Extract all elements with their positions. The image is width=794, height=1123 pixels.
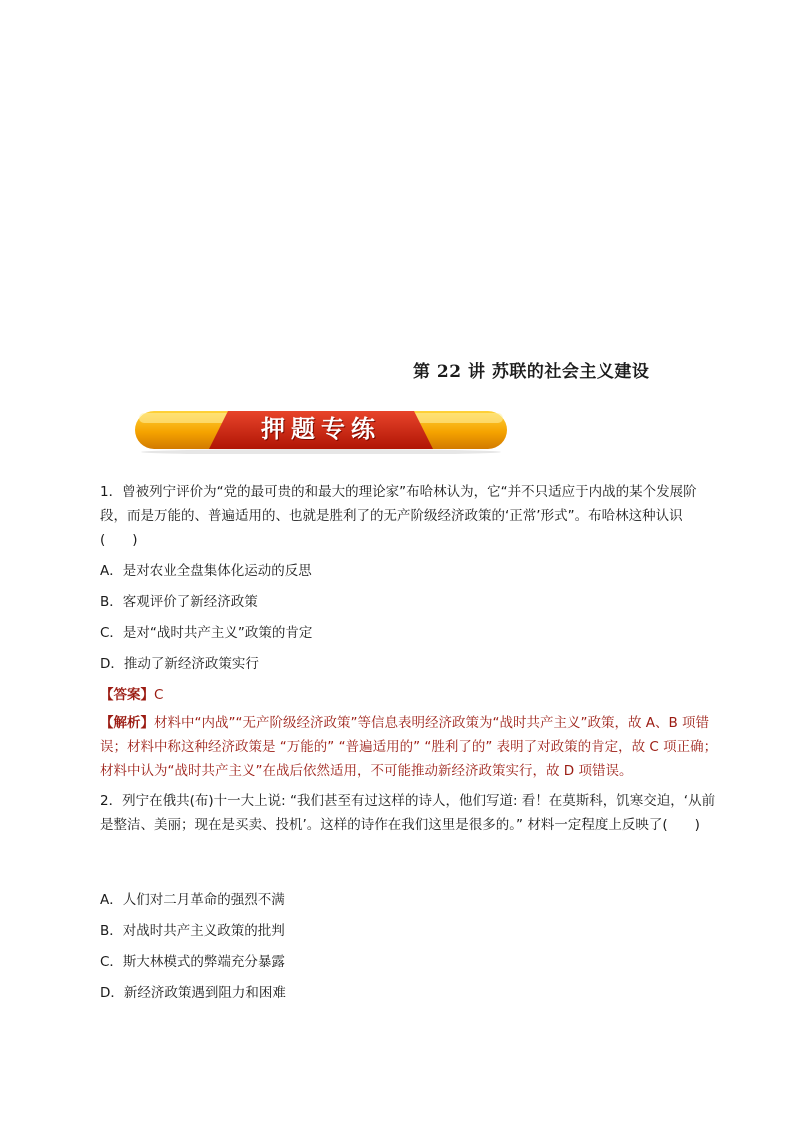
question-1-stem: 1．曾被列宁评价为“党的最可贵的和最大的理论家”布哈林认为，它“并不只适应于内战的某个发展阶段，而是万能的、普遍适用的、也就是胜利了的无产阶级经济政策的‘正常’形式”。布哈林这种认识( ) — [100, 484, 697, 548]
analysis-text: 材料中“内战”“无产阶级经济政策”等信息表明经济政策为“战时共产主义”政策，故 A、B 项错误；材料中称这种经济政策是 “万能的” “普遍适用的” “胜利了的” 表明了对政策的肯定，故 C 项正确；材料中认为“战时共产主义”在战后依然适用，不可能推动新经济政策实行，故 D 项错误。 — [100, 715, 718, 779]
question-1-answer — [100, 683, 720, 707]
question-2-option-b: B．对战时共产主义政策的批判 — [100, 923, 285, 939]
question-2-option-d: D．新经济政策遇到阻力和困难 — [100, 985, 286, 1001]
question-2-stem: 2．列宁在俄共(布)十一大上说: “我们甚至有过这样的诗人，他们写道: 看！在莫斯科，饥寒交迫，‘从前是整洁、美丽；现在是买卖、投机’。这样的诗作在我们这里是很多的。” 材料一定程度上反映了( ) — [100, 793, 716, 833]
page-title: 第 22 讲 苏联的社会主义建设 — [413, 362, 650, 382]
question-2-option-a: A．人们对二月革命的强烈不满 — [100, 892, 285, 908]
question-2-option-c: C．斯大林模式的弊端充分暴露 — [100, 954, 285, 970]
banner-label: 押题专练 — [261, 415, 381, 443]
answer-tag: 【答案】 — [100, 687, 154, 703]
section-banner — [133, 408, 509, 454]
analysis-tag: 【解析】 — [100, 715, 154, 731]
question-1-option-c: C．是对“战时共产主义”政策的肯定 — [100, 625, 313, 641]
question-1-option-b: B．客观评价了新经济政策 — [100, 594, 258, 610]
question-1-option-d: D．推动了新经济政策实行 — [100, 656, 259, 672]
spacer — [100, 837, 720, 881]
question-1-analysis — [100, 711, 720, 783]
question-1-option-a: A．是对农业全盘集体化运动的反思 — [100, 563, 312, 579]
answer-value: C — [154, 687, 164, 703]
question-list — [100, 480, 720, 1005]
